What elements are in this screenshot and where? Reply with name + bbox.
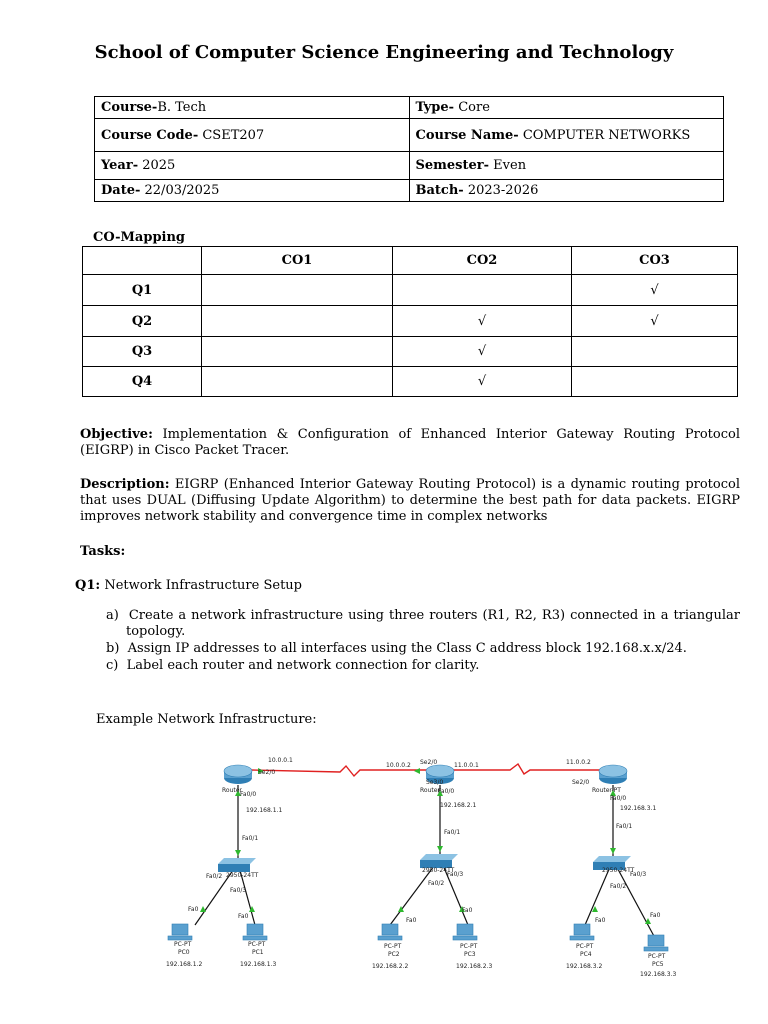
pc-ip-label: 192.168.1.3 [240, 961, 277, 968]
pc-port-label: Fa0 [238, 913, 249, 920]
description-paragraph: Description: EIGRP (Enhanced Interior Gateway Routing Protocol) is a dynamic routing protocol that uses DUAL (Diffusing Update Algorithm) to determine the best path for data packets. EIGRP improves network stability and convergence time in complex networks [80, 477, 740, 524]
router-icon[interactable] [224, 765, 252, 784]
task-list [80, 608, 740, 675]
pc-icon[interactable] [453, 924, 477, 940]
tasks-heading: Tasks: [80, 544, 126, 559]
pc-port-label: Fa0 [650, 912, 661, 919]
co-mapping-label: CO-Mapping [93, 230, 186, 245]
co-header: CO2 [393, 247, 572, 275]
pc-ip-label: 192.168.3.3 [640, 971, 677, 978]
batch-cell: Batch- 2023-2026 [409, 180, 724, 202]
router-switch-port-label: Fa0/1 [242, 835, 259, 842]
co1-cell [202, 275, 393, 306]
co3-cell [572, 367, 738, 397]
serial-port-label: Se2/0 [420, 759, 438, 766]
serial-ip-label: 10.0.0.1 [268, 757, 293, 764]
year-cell: Year- 2025 [95, 152, 410, 180]
pc-icon[interactable] [644, 935, 668, 951]
pc-type-label: PC-PT [248, 941, 266, 948]
pc-ip-label: 192.168.2.3 [456, 963, 493, 970]
date-cell: Date- 22/03/2025 [95, 180, 410, 202]
pc-port-label: Fa0 [406, 917, 417, 924]
co-mapping-table [82, 246, 738, 397]
serial-port-label: Se3/0 [426, 779, 444, 786]
router-switch-port-label: Fa0/1 [616, 823, 633, 830]
switch-name-label: 2950-24TT [602, 867, 635, 874]
pc-name-label: PC0 [178, 949, 190, 956]
router-lan-ip-label: 192.168.2.1 [440, 802, 477, 809]
switch-port-label: Fa0/2 [206, 873, 223, 880]
serial-ip-label: 10.0.0.2 [386, 762, 411, 769]
table-row [83, 337, 738, 367]
pc-type-label: PC-PT [648, 953, 666, 960]
pc-port-label: Fa0 [462, 907, 473, 914]
network-topology-diagram [150, 740, 710, 985]
course-info-table [94, 96, 724, 202]
pc-ip-label: 192.168.3.2 [566, 963, 603, 970]
pc-name-label: PC2 [388, 951, 400, 958]
serial-ip-label: 11.0.0.1 [454, 762, 479, 769]
router-icon[interactable] [599, 765, 627, 784]
question-cell: Q4 [83, 367, 202, 397]
router-name-label: Router-PT [592, 787, 621, 794]
co2-cell [393, 275, 572, 306]
table-row [83, 306, 738, 337]
pc-name-label: PC4 [580, 951, 592, 958]
switch-port-label: Fa0/3 [630, 871, 647, 878]
switch-name-label: 2950-24TT [226, 872, 259, 879]
list-item: a) Create a network infrastructure using three routers (R1, R2, R3) connected in a triangular topology. [106, 608, 740, 639]
question-cell: Q1 [83, 275, 202, 306]
pc-icon[interactable] [243, 924, 267, 940]
co1-cell [202, 367, 393, 397]
co2-cell: √ [393, 367, 572, 397]
serial-port-label: Se2/0 [572, 779, 590, 786]
page-title: School of Computer Science Engineering and Technology [94, 42, 674, 63]
router-port-label: Fa0/0 [610, 795, 627, 802]
router-lan-ip-label: 192.168.1.1 [246, 807, 283, 814]
pc-type-label: PC-PT [460, 943, 478, 950]
question-cell: Q2 [83, 306, 202, 337]
pc-name-label: PC5 [652, 961, 664, 968]
list-item: c) Label each router and network connection for clarity. [106, 658, 480, 673]
course-name-cell: Course Name- COMPUTER NETWORKS [409, 119, 724, 152]
pc-icon[interactable] [378, 924, 402, 940]
pc-ip-label: 192.168.1.2 [166, 961, 203, 968]
list-item: b) Assign IP addresses to all interfaces using the Class C address block 192.168.x.x/24. [106, 641, 687, 656]
pc-port-label: Fa0 [595, 917, 606, 924]
switch-port-label: Fa0/2 [610, 883, 627, 890]
example-label: Example Network Infrastructure: [96, 712, 317, 727]
question-cell: Q3 [83, 337, 202, 367]
q1-heading: Q1: Network Infrastructure Setup [75, 578, 302, 593]
pc-ip-label: 192.168.2.2 [372, 963, 409, 970]
switch-icon[interactable] [420, 854, 458, 868]
router-switch-port-label: Fa0/1 [444, 829, 461, 836]
router-port-label: Fa0/0 [438, 788, 455, 795]
table-row [83, 367, 738, 397]
co2-cell: √ [393, 306, 572, 337]
router-port-label: Fa0/0 [240, 791, 257, 798]
co3-cell: √ [572, 275, 738, 306]
router-name-label: Router [420, 787, 440, 794]
pc-port-label: Fa0 [188, 906, 199, 913]
router-name-label: Router [222, 787, 242, 794]
switch-icon[interactable] [218, 858, 256, 872]
co1-cell [202, 337, 393, 367]
co-header-blank [83, 247, 202, 275]
co2-cell: √ [393, 337, 572, 367]
serial-port-label: Se2/0 [258, 769, 276, 776]
serial-ip-label: 11.0.0.2 [566, 759, 591, 766]
pc-type-label: PC-PT [576, 943, 594, 950]
co1-cell [202, 306, 393, 337]
type-cell: Type- Core [409, 97, 724, 119]
co-header: CO3 [572, 247, 738, 275]
co-header: CO1 [202, 247, 393, 275]
router-lan-ip-label: 192.168.3.1 [620, 805, 657, 812]
switch-name-label: 2950-24TT [422, 867, 455, 874]
course-cell: Course-B. Tech [95, 97, 410, 119]
co3-cell [572, 337, 738, 367]
pc-type-label: PC-PT [174, 941, 192, 948]
table-row [83, 275, 738, 306]
switch-port-label: Fa0/3 [230, 887, 247, 894]
switch-port-label: Fa0/3 [447, 871, 464, 878]
pc-name-label: PC3 [464, 951, 476, 958]
semester-cell: Semester- Even [409, 152, 724, 180]
pc-icon[interactable] [570, 924, 594, 940]
co3-cell: √ [572, 306, 738, 337]
pc-name-label: PC1 [252, 949, 264, 956]
course-code-cell: Course Code- CSET207 [95, 119, 410, 152]
switch-port-label: Fa0/2 [428, 880, 445, 887]
pc-type-label: PC-PT [384, 943, 402, 950]
objective-paragraph: Objective: Implementation & Configuration of Enhanced Interior Gateway Routing Protocol (EIGRP) in Cisco Packet Tracer. [80, 427, 740, 458]
pc-icon[interactable] [168, 924, 192, 940]
